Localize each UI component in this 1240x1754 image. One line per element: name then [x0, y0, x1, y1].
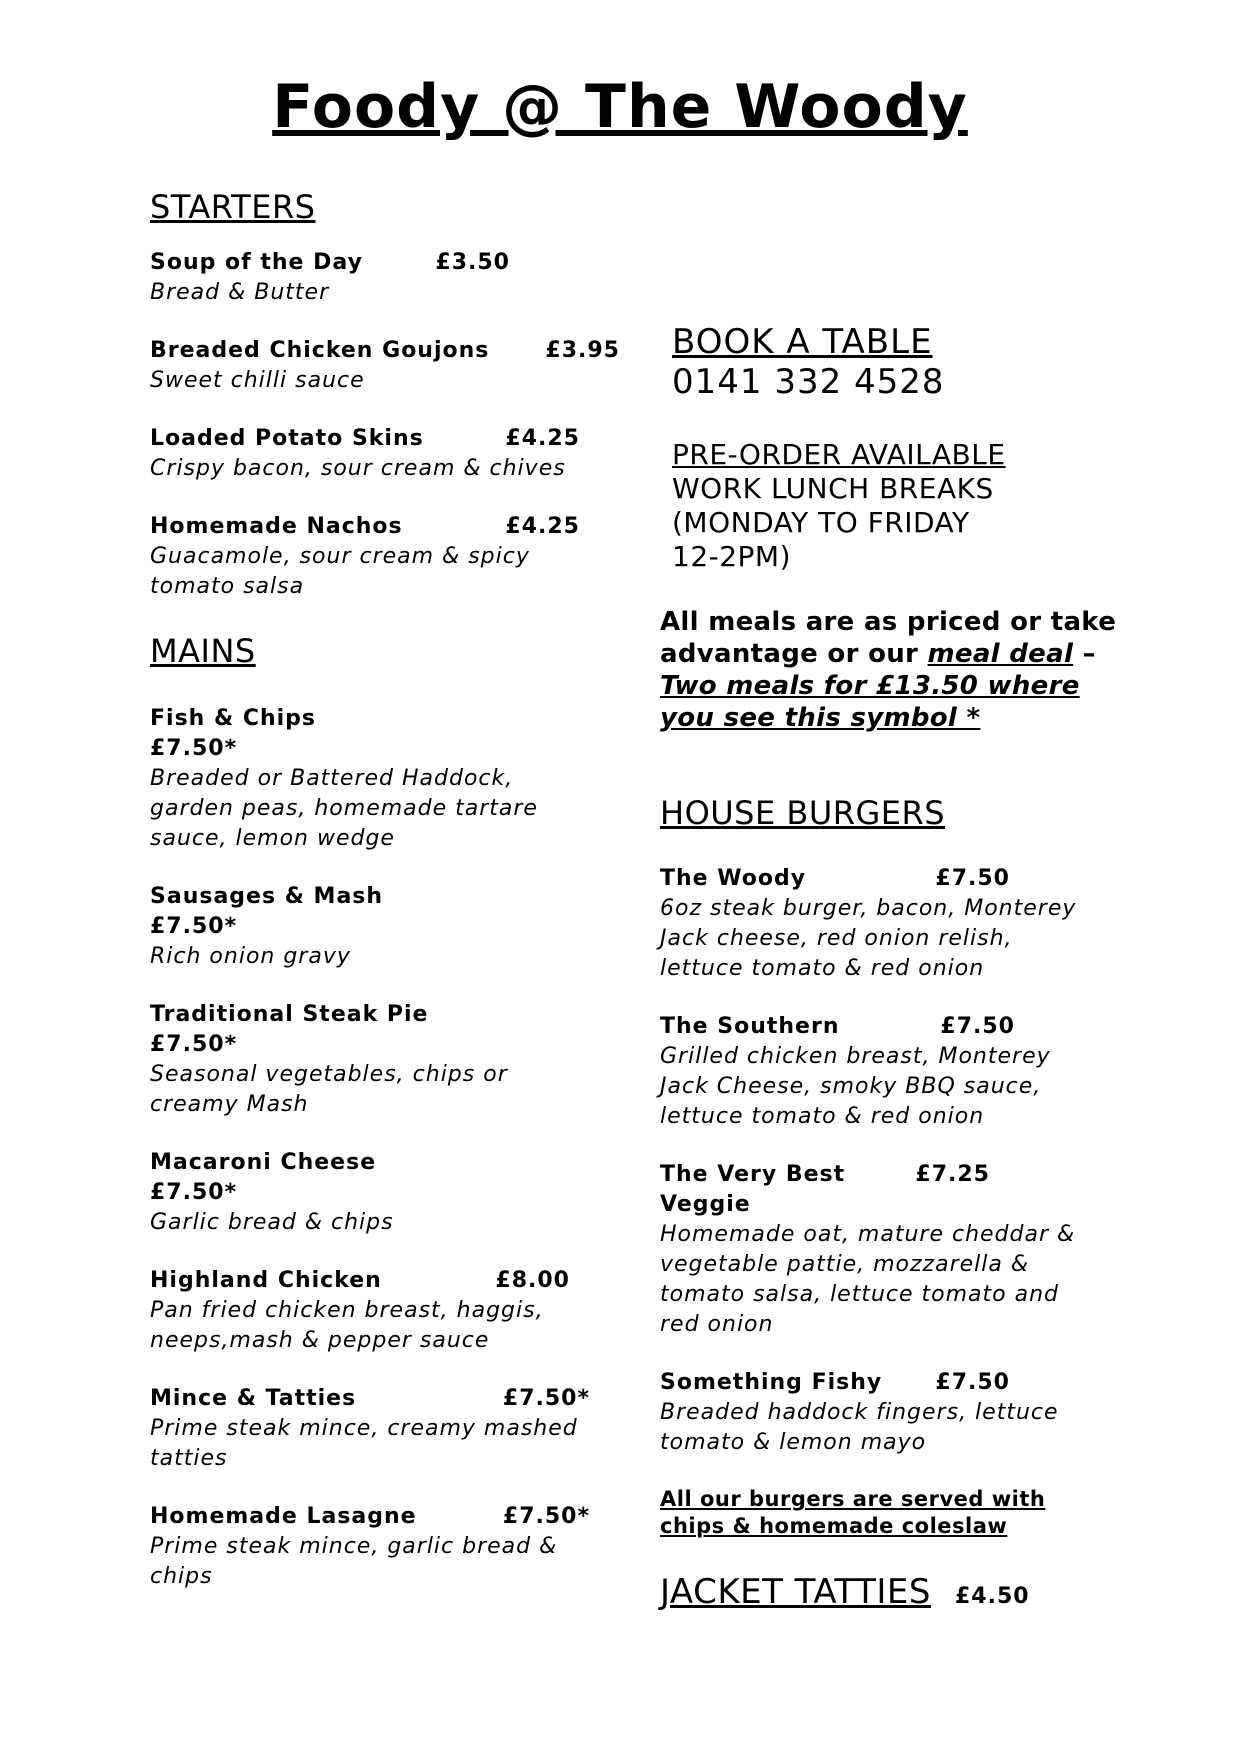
- item-price: £7.50: [940, 1014, 1015, 1039]
- item-name: Sausages & Mash: [150, 884, 384, 909]
- item-desc: Breaded or Battered Haddock, garden peas, homemade tartare sauce, lemon wedge: [150, 766, 538, 851]
- item-desc: Pan fried chicken breast, haggis, neeps,mash & pepper sauce: [150, 1298, 544, 1353]
- menu-item: [150, 704, 620, 854]
- menu-item: [150, 424, 620, 484]
- item-name: Something Fishy: [660, 1370, 883, 1395]
- menu-item: [150, 1148, 620, 1238]
- item-price: £3.50: [435, 250, 510, 275]
- item-desc: Rich onion gravy: [150, 944, 351, 969]
- item-desc: Sweet chilli sauce: [150, 368, 365, 393]
- menu-item: [150, 1266, 620, 1356]
- meal-deal-text: [660, 606, 1120, 734]
- item-name: The Southern: [660, 1014, 840, 1039]
- item-price: £7.25: [915, 1162, 990, 1187]
- item-name: Breaded Chicken Goujons: [150, 338, 490, 363]
- burgers-heading: HOUSE BURGERS: [660, 794, 946, 832]
- menu-item: [150, 1384, 620, 1474]
- booking-phone[interactable]: 0141 332 4528: [672, 362, 945, 402]
- item-name: The Woody: [660, 866, 807, 891]
- item-desc: Seasonal vegetables, chips or creamy Mash: [150, 1062, 508, 1117]
- item-name: Homemade Lasagne: [150, 1504, 417, 1529]
- item-name: Highland Chicken: [150, 1268, 382, 1293]
- item-name: Fish & Chips: [150, 706, 317, 731]
- item-name: Soup of the Day: [150, 250, 363, 275]
- item-name: Homemade Nachos: [150, 514, 403, 539]
- item-price: £8.00: [495, 1268, 570, 1293]
- booking-block: [672, 322, 1120, 402]
- item-desc: Grilled chicken breast, Monterey Jack Cheese, smoky BBQ sauce, lettuce tomato & red onion: [660, 1044, 1051, 1129]
- item-desc: 6oz steak burger, bacon, Monterey Jack cheese, red onion relish, lettuce tomato & red onion: [660, 896, 1077, 981]
- item-desc: Prime steak mince, garlic bread & chips: [150, 1534, 558, 1589]
- deal-emphasis: meal deal: [927, 639, 1074, 669]
- item-desc: Crispy bacon, sour cream & chives: [150, 456, 566, 481]
- item-desc: Homemade oat, mature cheddar & vegetable pattie, mozzarella & tomato salsa, lettuce tomato and red onion: [660, 1222, 1076, 1337]
- deal-text: –: [1073, 639, 1096, 669]
- jacket-tatties: [660, 1572, 1120, 1612]
- page-title: Foody @ The Woody: [272, 72, 968, 142]
- item-price: £7.50*: [502, 1504, 590, 1529]
- item-price: £7.50*: [150, 1180, 238, 1205]
- item-desc: Breaded haddock fingers, lettuce tomato & lemon mayo: [660, 1400, 1059, 1455]
- item-price: £7.50: [935, 1370, 1010, 1395]
- preorder-line: (MONDAY TO FRIDAY: [672, 506, 970, 539]
- item-price: £7.50*: [150, 914, 238, 939]
- item-name: Mince & Tatties: [150, 1386, 357, 1411]
- menu-item: [150, 1502, 620, 1592]
- menu-item: [150, 512, 620, 602]
- starters-heading: STARTERS: [150, 188, 316, 226]
- item-desc: Garlic bread & chips: [150, 1210, 394, 1235]
- menu-item: [150, 248, 620, 308]
- mains-heading: MAINS: [150, 632, 256, 670]
- item-price: £7.50*: [150, 736, 238, 761]
- item-name: Loaded Potato Skins: [150, 426, 424, 451]
- item-desc: Guacamole, sour cream & spicy tomato salsa: [150, 544, 530, 599]
- item-price: £7.50*: [502, 1386, 590, 1411]
- menu-item: [660, 1012, 1120, 1132]
- item-name: The Very Best Veggie: [660, 1162, 846, 1217]
- preorder-line: WORK LUNCH BREAKS: [672, 472, 994, 505]
- menu-item: [660, 864, 1120, 984]
- preorder-line: 12-2PM): [672, 540, 792, 573]
- item-price: £7.50*: [150, 1032, 238, 1057]
- item-name: Traditional Steak Pie: [150, 1002, 429, 1027]
- menu-item: [150, 336, 620, 396]
- menu-item: [150, 1000, 620, 1120]
- preorder-block: [672, 438, 1120, 574]
- item-name: Macaroni Cheese: [150, 1150, 377, 1175]
- deal-emphasis: Two meals for £13.50 where you see this symbol *: [660, 671, 1080, 733]
- menu-item: [150, 882, 620, 972]
- menu-item: [660, 1368, 1120, 1458]
- item-desc: Prime steak mince, creamy mashed tatties: [150, 1416, 578, 1471]
- burgers-note: All our burgers are served with chips & homemade coleslaw: [660, 1487, 1046, 1538]
- booking-label: BOOK A TABLE: [672, 322, 933, 362]
- deal-text: All meals are as priced or take advantage or our: [660, 607, 1117, 669]
- left-column: [150, 188, 620, 1620]
- item-desc: Bread & Butter: [150, 280, 330, 305]
- item-price: £4.25: [505, 426, 580, 451]
- jacket-price: £4.50: [954, 1584, 1030, 1609]
- right-column: [660, 322, 1120, 1612]
- item-price: £3.95: [545, 338, 620, 363]
- preorder-label: PRE-ORDER AVAILABLE: [672, 438, 1006, 471]
- item-price: £7.50: [935, 866, 1010, 891]
- menu-item: [660, 1160, 1120, 1340]
- item-price: £4.25: [505, 514, 580, 539]
- jacket-heading: JACKET TATTIES: [660, 1572, 931, 1612]
